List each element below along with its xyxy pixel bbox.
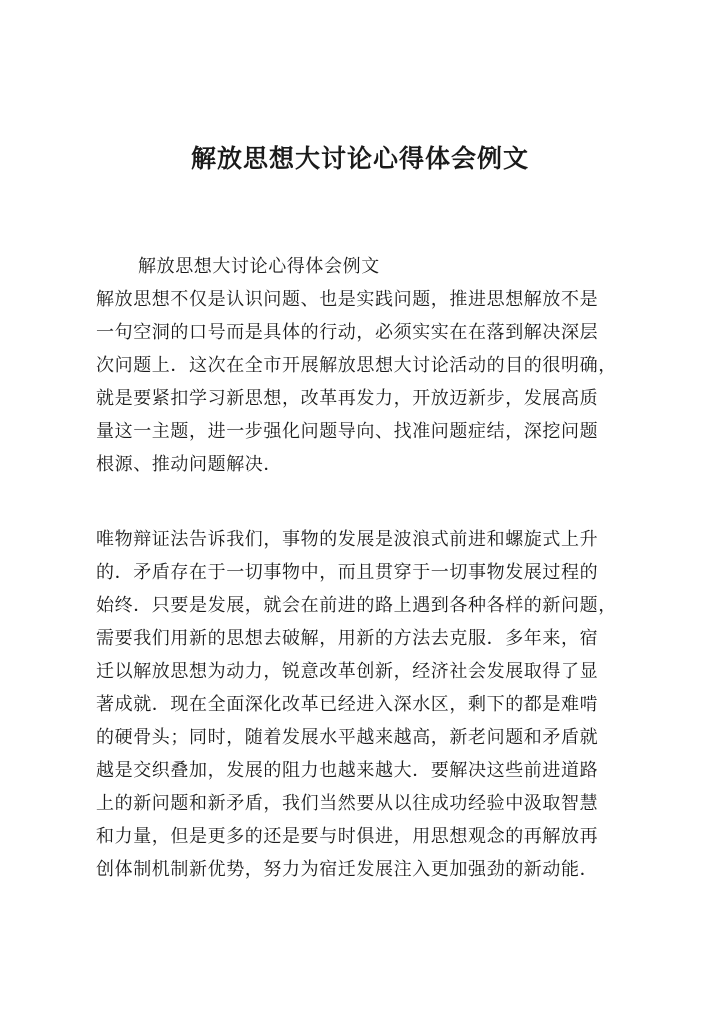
subtitle-line: 解放思想大讨论心得体会例文 <box>138 256 380 277</box>
paragraph-2-line: 越是交织叠加，发展的阻力也越来越大．要解决这些前进道路 <box>96 760 599 781</box>
paragraph-2-line: 上的新问题和新矛盾，我们当然要从以往成功经验中汲取智慧 <box>96 793 599 814</box>
paragraph-1 <box>96 283 632 481</box>
paragraph-2-line: 始终．只要是发展，就会在前进的路上遇到各种各样的新问题， <box>96 595 617 616</box>
paragraph-2-line: 著成就．现在全面深化改革已经进入深水区，剩下的都是难啃 <box>96 694 599 715</box>
paragraph-2-line: 唯物辩证法告诉我们，事物的发展是波浪式前进和螺旋式上升 <box>96 529 599 550</box>
paragraph-2-line: 的．矛盾存在于一切事物中，而且贯穿于一切事物发展过程的 <box>96 562 599 583</box>
paragraph-1-line: 一句空洞的口号而是具体的行动，必须实实在在落到解决深层 <box>96 322 599 343</box>
paragraph-1-line: 量这一主题，进一步强化问题导向、找准问题症结，深挖问题 <box>96 421 599 442</box>
document-subtitle <box>96 252 632 282</box>
paragraph-1-line: 解放思想不仅是认识问题、也是实践问题，推进思想解放不是 <box>96 289 599 310</box>
paragraph-2-line: 迁以解放思想为动力，锐意改革创新，经济社会发展取得了显 <box>96 661 599 682</box>
paragraph-2-line: 和力量，但是更多的还是要与时俱进，用思想观念的再解放再 <box>96 826 599 847</box>
document-title: 解放思想大讨论心得体会例文 <box>190 144 529 173</box>
paragraph-2 <box>96 523 632 886</box>
paragraph-2-line: 创体制机制新优势，努力为宿迁发展注入更加强劲的新动能． <box>96 859 599 880</box>
paragraph-2-line: 的硬骨头；同时，随着发展水平越来越高，新老问题和矛盾就 <box>96 727 599 748</box>
paragraph-2-line: 需要我们用新的思想去破解，用新的方法去克服．多年来，宿 <box>96 628 599 649</box>
paragraph-1-line: 次问题上．这次在全市开展解放思想大讨论活动的目的很明确， <box>96 355 617 376</box>
paragraph-1-line: 就是要紧扣学习新思想，改革再发力，开放迈新步，发展高质 <box>96 388 599 409</box>
paragraph-1-line: 根源、推动问题解决． <box>96 454 282 475</box>
